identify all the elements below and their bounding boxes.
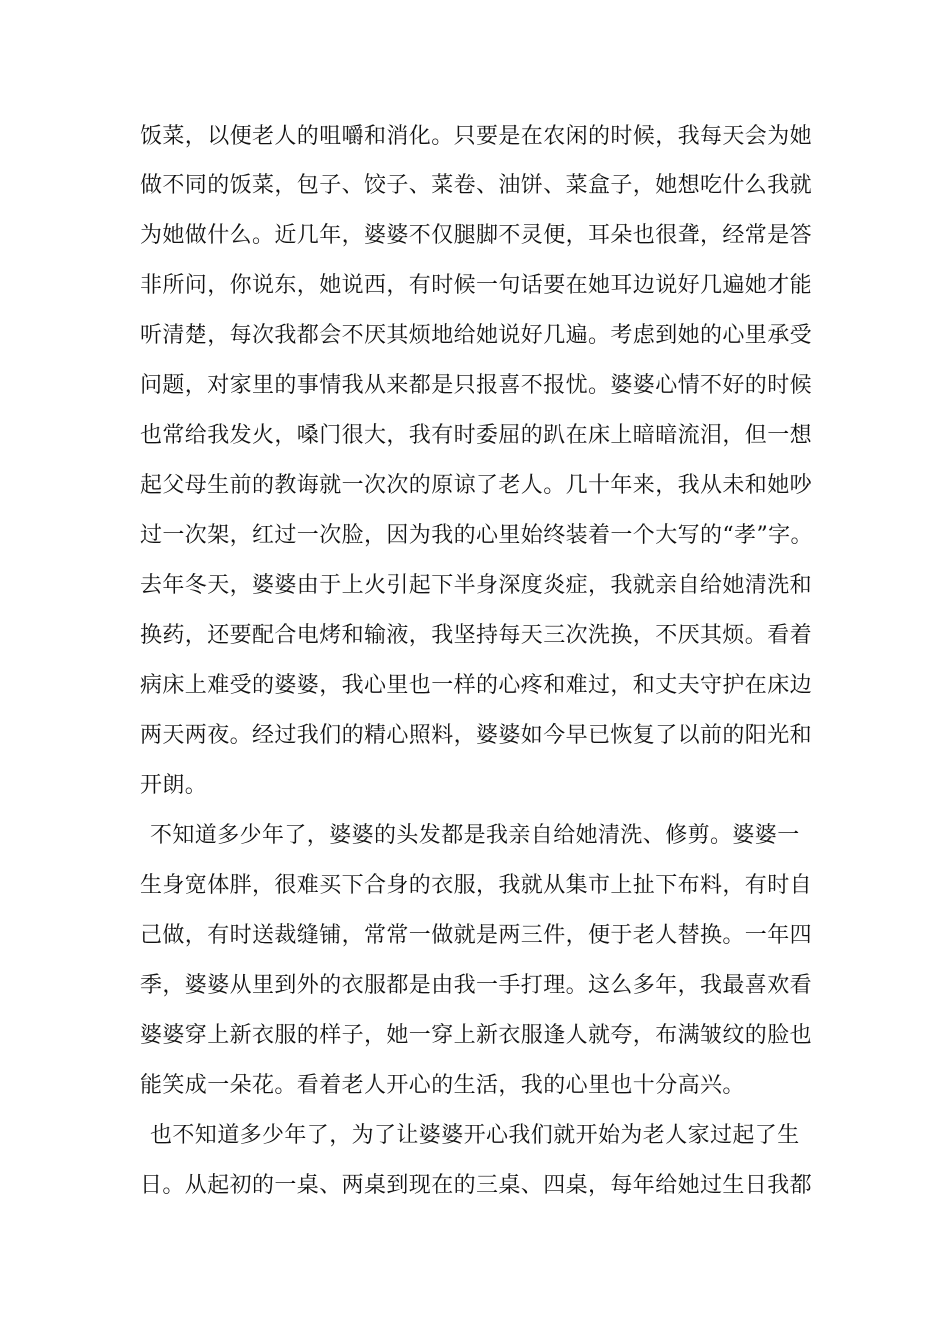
text-line: 非所问，你说东，她说西，有时候一句话要在她耳边说好几遍她才能	[140, 273, 813, 298]
text-line: 日。从起初的一桌、两桌到现在的三桌、四桌，每年给她过生日我都	[140, 1173, 813, 1198]
text-line: 能笑成一朵花。看着老人开心的生活，我的心里也十分高兴。	[140, 1073, 745, 1098]
text-line: 饭菜，以便老人的咀嚼和消化。只要是在农闲的时候，我每天会为她	[140, 124, 813, 149]
text-line: 病床上难受的婆婆，我心里也一样的心疼和难过，和丈夫守护在床边	[140, 673, 813, 698]
text-line: 也常给我发火，嗓门很大，我有时委屈的趴在床上暗暗流泪，但一想	[140, 423, 813, 448]
text-line: 开朗。	[140, 773, 208, 798]
text-line: 去年冬天，婆婆由于上火引起下半身深度炎症，我就亲自给她清洗和	[140, 573, 813, 598]
text-line: 换药，还要配合电烤和输液，我坚持每天三次洗换，不厌其烦。看着	[140, 623, 813, 648]
text-line: 为她做什么。近几年，婆婆不仅腿脚不灵便，耳朵也很聋，经常是答	[140, 223, 813, 248]
text-line: 也不知道多少年了，为了让婆婆开心我们就开始为老人家过起了生	[150, 1123, 800, 1148]
text-line: 做不同的饭菜，包子、饺子、菜卷、油饼、菜盒子，她想吃什么我就	[140, 173, 813, 198]
text-line: 生身宽体胖，很难买下合身的衣服，我就从集市上扯下布料，有时自	[140, 873, 813, 898]
text-line: 不知道多少年了，婆婆的头发都是我亲自给她清洗、修剪。婆婆一	[150, 823, 800, 848]
text-line: 问题，对家里的事情我从来都是只报喜不报忧。婆婆心情不好的时候	[140, 373, 813, 398]
text-line: 两天两夜。经过我们的精心照料，婆婆如今早已恢复了以前的阳光和	[140, 723, 813, 748]
text-line: 听清楚，每次我都会不厌其烦地给她说好几遍。考虑到她的心里承受	[140, 323, 813, 348]
text-line: 过一次架，红过一次脸，因为我的心里始终装着一个大写的“孝”字。	[140, 523, 813, 548]
text-line: 季，婆婆从里到外的衣服都是由我一手打理。这么多年，我最喜欢看	[140, 973, 813, 998]
text-line: 己做，有时送裁缝铺，常常一做就是两三件，便于老人替换。一年四	[140, 923, 813, 948]
text-line: 起父母生前的教诲就一次次的原谅了老人。几十年来，我从未和她吵	[140, 473, 813, 498]
text-line: 婆婆穿上新衣服的样子，她一穿上新衣服逢人就夸，布满皱纹的脸也	[140, 1023, 813, 1048]
